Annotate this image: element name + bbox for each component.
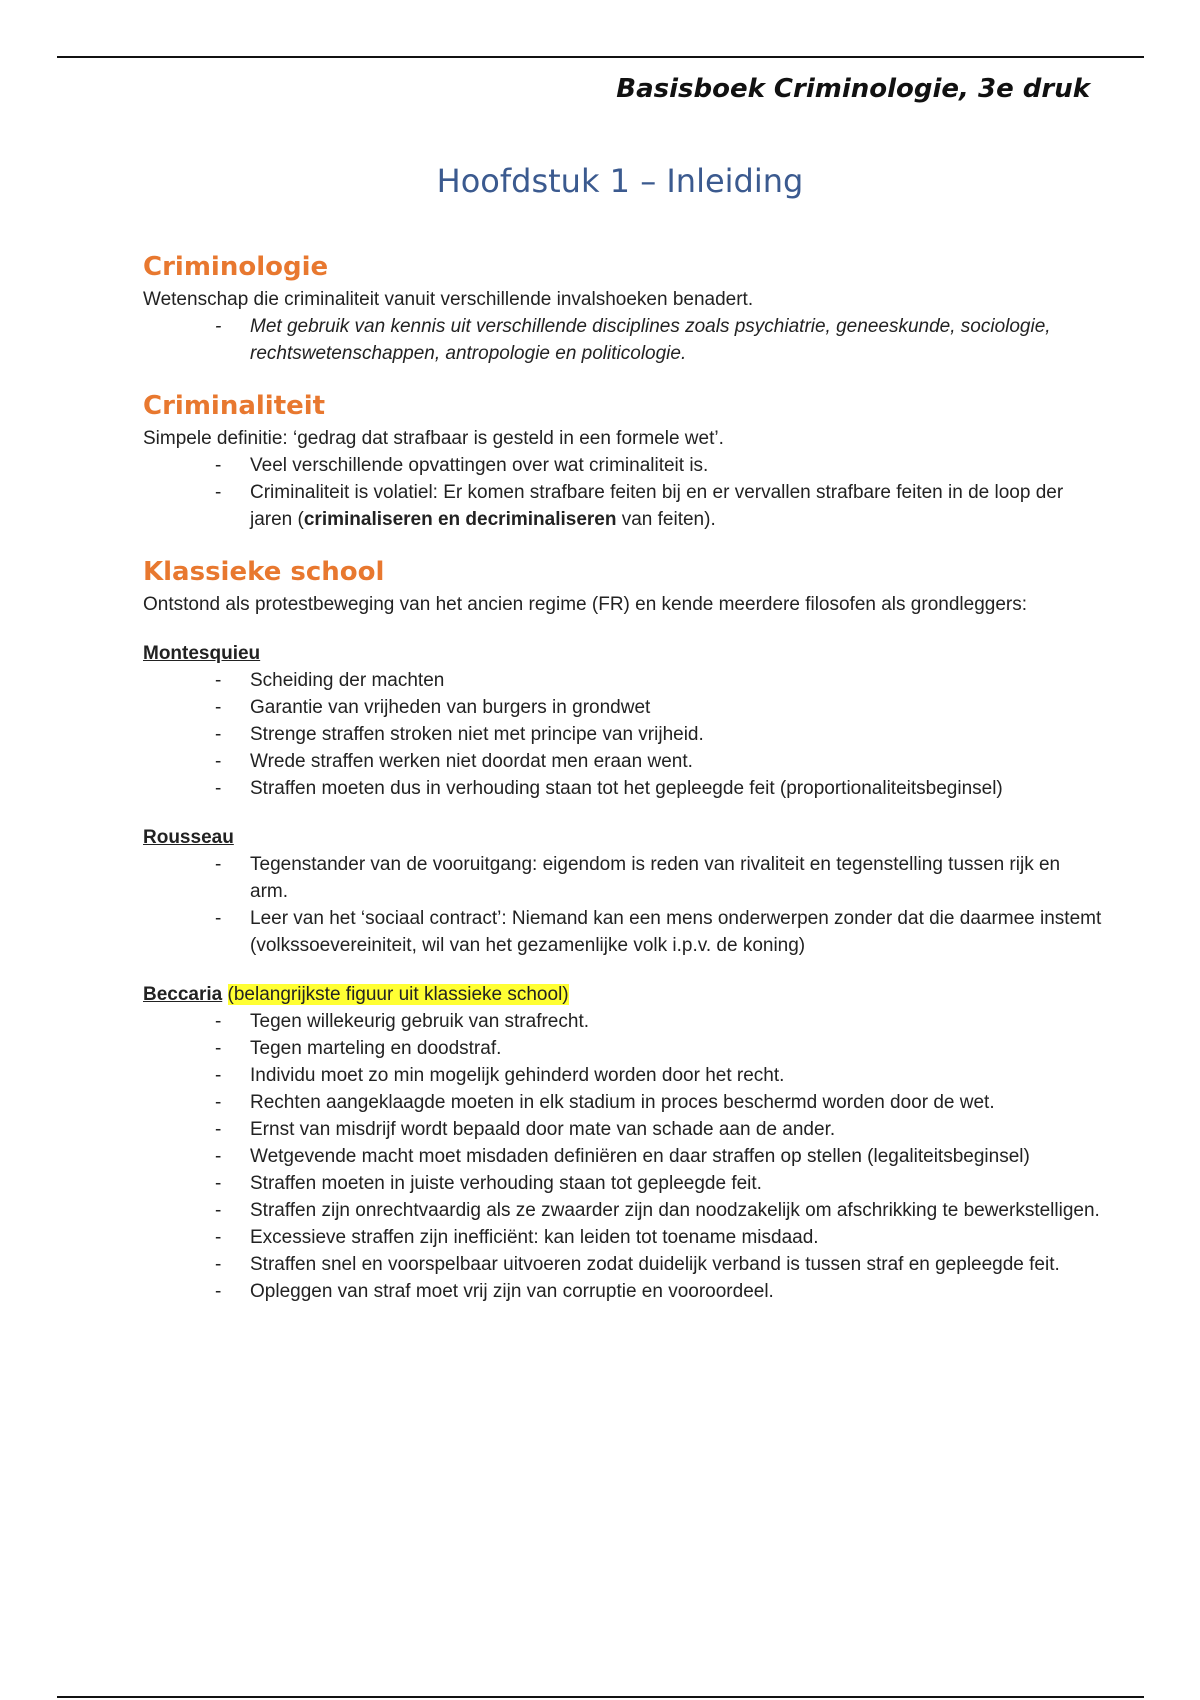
list-item: - Straffen moeten dus in verhouding staan tot het gepleegde feit (proportionaliteitsbeginsel) xyxy=(143,775,1103,802)
criminaliteit-definition: Simpele definitie: ‘gedrag dat strafbaar is gesteld in een formele wet’. xyxy=(143,428,724,449)
heading-klassieke-school: Klassieke school xyxy=(143,557,385,587)
list-item: - Leer van het ‘sociaal contract’: Niemand kan een mens onderwerpen zonder dat die daarmee instemt (volkssoevereiniteit, wil van het gezamenlijke volk i.p.v. de koning) xyxy=(143,905,1103,959)
klassieke-intro: Ontstond als protestbeweging van het ancien regime (FR) en kende meerdere filosofen als grondleggers: xyxy=(143,594,1028,615)
montesquieu-bullets xyxy=(143,667,1103,802)
philosopher-name: Beccaria xyxy=(143,984,223,1005)
criminologie-bullets xyxy=(143,313,1103,367)
list-item xyxy=(143,479,1103,533)
document-header-title: Basisboek Criminologie, 3e druk xyxy=(616,74,1090,104)
list-item: - Scheiding der machten xyxy=(143,667,1103,694)
philosopher-name: Rousseau xyxy=(143,827,234,848)
list-item: - Met gebruik van kennis uit verschillende disciplines zoals psychiatrie, geneeskunde, sociologie, rechtswetenschappen, antropologie en politicologie. xyxy=(143,313,1103,367)
list-item: - Ernst van misdrijf wordt bepaald door mate van schade aan de ander. xyxy=(143,1116,1103,1143)
list-item: - Veel verschillende opvattingen over wat criminaliteit is. xyxy=(143,452,1103,479)
list-item: - Garantie van vrijheden van burgers in grondwet xyxy=(143,694,1103,721)
subheading-montesquieu xyxy=(143,640,1103,667)
list-item: - Straffen moeten in juiste verhouding staan tot gepleegde feit. xyxy=(143,1170,1103,1197)
chapter-title: Hoofdstuk 1 – Inleiding xyxy=(436,162,804,200)
section-klassieke-school xyxy=(143,555,1103,1305)
highlighted-note: (belangrijkste figuur uit klassieke school) xyxy=(227,984,569,1005)
list-item: - Straffen snel en voorspelbaar uitvoeren zodat duidelijk verband is tussen straf en gepleegde feit. xyxy=(143,1251,1103,1278)
list-item: - Strenge straffen stroken niet met principe van vrijheid. xyxy=(143,721,1103,748)
list-item: - Opleggen van straf moet vrij zijn van corruptie en vooroordeel. xyxy=(143,1278,1103,1305)
beccaria-bullets xyxy=(143,1008,1103,1305)
rousseau-bullets xyxy=(143,851,1103,959)
bottom-rule xyxy=(57,1696,1144,1698)
list-item: - Tegen marteling en doodstraf. xyxy=(143,1035,1103,1062)
list-item: - Wrede straffen werken niet doordat men eraan went. xyxy=(143,748,1103,775)
list-item: - Individu moet zo min mogelijk gehinderd worden door het recht. xyxy=(143,1062,1103,1089)
criminologie-definition: Wetenschap die criminaliteit vanuit verschillende invalshoeken benadert. xyxy=(143,289,754,310)
criminaliteit-bullets xyxy=(143,452,1103,533)
section-criminologie xyxy=(143,250,1103,367)
subheading-beccaria xyxy=(143,981,1103,1008)
heading-criminologie: Criminologie xyxy=(143,252,329,282)
section-criminaliteit xyxy=(143,389,1103,533)
list-item: - Straffen zijn onrechtvaardig als ze zwaarder zijn dan noodzakelijk om afschrikking te bewerkstelligen. xyxy=(143,1197,1103,1224)
bold-term: criminaliseren en decriminaliseren xyxy=(303,509,617,530)
list-item: - Tegenstander van de vooruitgang: eigendom is reden van rivaliteit en tegenstelling tussen rijk en arm. xyxy=(143,851,1103,905)
subheading-rousseau xyxy=(143,824,1103,851)
list-item: - Excessieve straffen zijn inefficiënt: kan leiden tot toename misdaad. xyxy=(143,1224,1103,1251)
list-item: - Rechten aangeklaagde moeten in elk stadium in proces beschermd worden door de wet. xyxy=(143,1089,1103,1116)
list-item: - Wetgevende macht moet misdaden definiëren en daar straffen op stellen (legaliteitsbeginsel) xyxy=(143,1143,1103,1170)
heading-criminaliteit: Criminaliteit xyxy=(143,391,326,421)
list-item: - Tegen willekeurig gebruik van strafrecht. xyxy=(143,1008,1103,1035)
philosopher-name: Montesquieu xyxy=(143,643,261,664)
bullet-text: Criminaliteit is volatiel: Er komen strafbare feiten bij en er vervallen strafbare feiten in de loop der jaren ( xyxy=(250,482,1064,530)
document-body xyxy=(143,250,1103,1327)
bullet-text: van feiten). xyxy=(616,509,716,530)
top-rule xyxy=(57,56,1144,58)
